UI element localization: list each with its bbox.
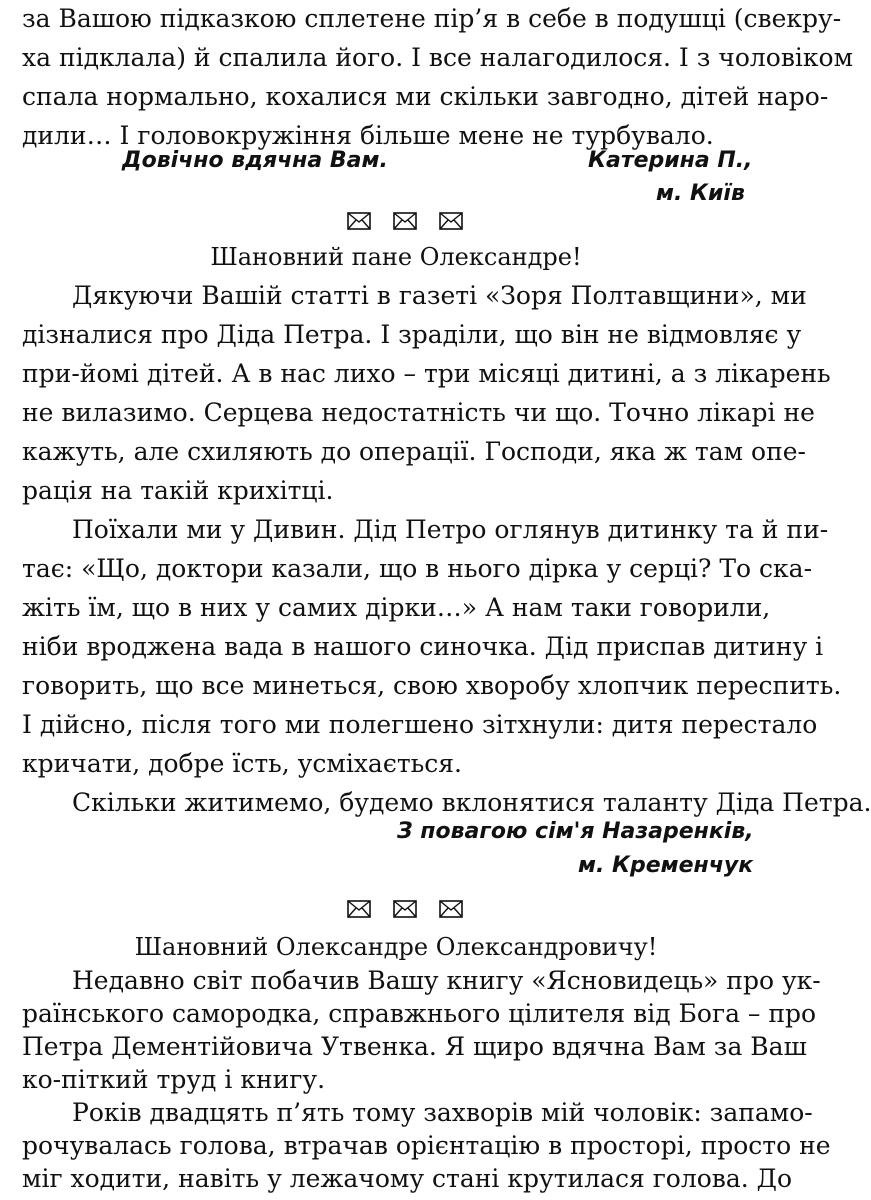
text-line: рочувалась голова, втрачав орієнтацію в просторі, просто не [22,1131,831,1160]
text-line: при-йомі дітей. А в нас лихо – три місяці дитині, а з лікарень [22,359,831,388]
text-line: ко-піткий труд і книгу. [22,1065,326,1094]
text-line: Недавно світ побачив Вашу книгу «Ясновидець» про ук- [72,966,821,995]
envelope-icon [393,900,417,918]
text-line: кажуть, але схиляють до операції. Господи, яка ж там опе- [22,437,806,466]
text-line: жіть їм, що в них у самих дірки…» А нам таки говорили, [22,593,771,622]
text-line: говорить, що все минеться, свою хворобу хлопчик переспить. [22,671,842,700]
text-line: не вилазимо. Серцева недостатність чи що. Точно лікарі не [22,398,815,427]
text-line: Дякуючи Вашій статті в газеті «Зоря Полтавщини», ми [72,281,807,310]
text-line: Скільки житимемо, будемо вклонятися таланту Діда Петра. [72,788,871,817]
text-line: Петра Дементійовича Утвенка. Я щиро вдячна Вам за Ваш [22,1032,807,1061]
envelope-icon [347,900,371,918]
envelope-icon [439,900,463,918]
letter-greeting: Шановний Олександре Олександровичу! [134,933,658,961]
text-line: Років двадцять п’ять тому захворів мій чоловік: запамо- [72,1098,813,1127]
letter-city: м. Кременчук [578,853,754,878]
envelope-icon [439,212,463,230]
text-line: ха підклала) й спалила його. І все налагодилося. І з чоловіком [22,43,854,72]
letter-city: м. Київ [656,181,745,206]
text-line: тає: «Що, доктори казали, що в нього дірка у серці? То ска- [22,554,813,583]
envelope-icon [393,212,417,230]
text-line: міг ходити, навіть у лежачому стані крутилася голова. До [22,1164,793,1193]
text-line: ніби вроджена вада в нашого синочка. Дід приспав дитину і [22,632,824,661]
text-line: кричати, добре їсть, усміхається. [22,749,463,778]
letter-author: Катерина П., [588,148,753,173]
text-line: рація на такій крихітці. [22,476,334,505]
envelope-separator [0,900,810,924]
text-line: І дійсно, після того ми полегшено зітхнули: дитя перестало [22,710,818,739]
text-line: за Вашою підказкою сплетене пір’я в себе в подушці (свекру- [22,4,842,33]
text-line: раїнського самородка, справжнього цілителя від Бога – про [22,999,817,1028]
text-line: дили… І головокружіння більше мене не турбувало. [22,121,714,150]
letter-closing: З повагою сім'я Назаренків, [397,819,754,844]
envelope-separator [0,212,810,236]
text-line: спала нормально, кохалися ми скільки завгодно, дітей наро- [22,82,829,111]
envelope-icon [347,212,371,230]
text-line: дізналися про Діда Петра. І зраділи, що він не відмовляє у [22,320,802,349]
text-line: Поїхали ми у Дивин. Дід Петро оглянув дитинку та й пи- [72,515,829,544]
letter-closing: Довічно вдячна Вам. [122,148,388,173]
letter-greeting: Шановний пане Олександре! [210,243,582,271]
